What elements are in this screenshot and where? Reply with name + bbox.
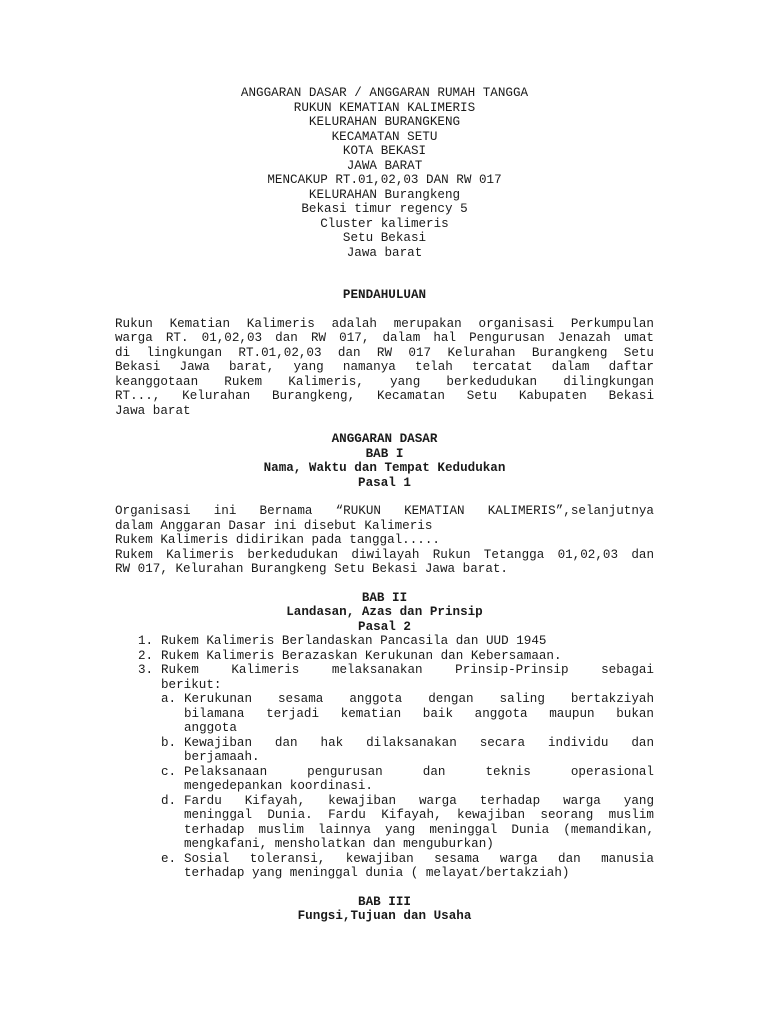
list-text: berikut:	[161, 677, 222, 692]
paragraph-line: warga RT. 01,02,03 dan RW 017, dalam hal Pengurusan Jenazah umat	[115, 331, 654, 345]
sublist-text: anggota	[184, 721, 237, 735]
header-line: MENCAKUP RT.01,02,03 DAN RW 017	[267, 173, 502, 187]
paragraph-line: dalam Anggaran Dasar ini disebut Kalimeris	[115, 518, 433, 533]
sublist-text: meninggal Dunia. Fardu Kifayah, kewajiban seorang muslim	[184, 808, 654, 822]
pasal-2-title: Pasal 2	[358, 619, 411, 634]
bab-3-title: BAB III	[358, 894, 411, 909]
sublist-text: berjamaah.	[184, 750, 260, 764]
anggaran-dasar-heading: ANGGARAN DASAR	[331, 432, 438, 446]
sublist-text: mengedepankan koordinasi.	[184, 779, 373, 793]
list-text: Rukem Kalimeris Berlandaskan Pancasila dan UUD 1945	[161, 634, 547, 648]
header-line: Setu Bekasi	[342, 231, 427, 245]
header-line: Jawa barat	[346, 245, 423, 260]
pendahuluan-heading: PENDAHULUAN	[342, 288, 427, 302]
bab-2-title: BAB II	[361, 590, 408, 605]
paragraph-line: RW 017, Kelurahan Burangkeng Setu Bekasi Jawa barat.	[115, 562, 508, 576]
paragraph-line: Organisasi ini Bernama “RUKUN KEMATIAN KALIMERIS”,selanjutnya	[115, 504, 654, 518]
list-item	[115, 663, 654, 692]
sublist-item	[115, 852, 654, 881]
pasal-1-paragraph	[115, 504, 654, 577]
header-line: KOTA BEKASI	[342, 144, 427, 158]
sublist-item	[115, 736, 654, 765]
sublist-letter: e.	[161, 851, 177, 866]
list-number: 1.	[138, 634, 154, 648]
sublist-letter: a.	[161, 692, 177, 706]
list-item	[115, 634, 654, 649]
sublist-text: Fardu Kifayah, kewajiban warga terhadap warga yang	[184, 793, 654, 808]
sublist-letter: d.	[161, 793, 177, 808]
document-header	[115, 86, 654, 260]
sublist-text: bilamana terjadi kematian baik anggota maupun bukan	[184, 706, 654, 721]
pasal-1-title: Pasal 1	[358, 475, 411, 490]
paragraph-line: Rukem Kalimeris berkedudukan diwilayah Rukun Tetangga 01,02,03 dan	[115, 547, 654, 562]
sublist-text: terhadap muslim lainnya yang meninggal Dunia (memandikan,	[184, 822, 654, 837]
sublist-item	[115, 692, 654, 736]
list-number: 2.	[138, 648, 154, 663]
header-line: Cluster kalimeris	[320, 216, 449, 231]
list-item	[115, 649, 654, 664]
bab-1-title: BAB I	[365, 446, 404, 461]
header-line: KECAMATAN SETU	[331, 129, 438, 144]
sublist-item	[115, 794, 654, 852]
sublist-item	[115, 765, 654, 794]
sublist-text: Pelaksanaan pengurusan dan teknis operasional	[184, 764, 654, 779]
prinsip-sublist	[115, 692, 654, 881]
pasal-2-list	[115, 634, 654, 692]
paragraph-line: Rukem Kalimeris didirikan pada tanggal.....	[115, 533, 440, 547]
pendahuluan-paragraph	[115, 317, 654, 419]
bab-2-subtitle: Landasan, Azas dan Prinsip	[286, 605, 483, 619]
paragraph-line: keanggotaan Rukem Kalimeris, yang berkedudukan dilingkungan	[115, 374, 654, 389]
header-line: KELURAHAN BURANGKENG	[308, 115, 461, 129]
paragraph-line: RT..., Kelurahan Burangkeng, Kecamatan Setu Kabupaten Bekasi	[115, 389, 654, 403]
paragraph-line: Rukun Kematian Kalimeris adalah merupakan organisasi Perkumpulan	[115, 316, 654, 331]
list-text: Rukem Kalimeris melaksanakan Prinsip-Prinsip sebagai	[161, 663, 654, 677]
paragraph-line: Bekasi Jawa barat, yang namanya telah tercatat dalam daftar	[115, 360, 654, 374]
sublist-text: Sosial toleransi, kewajiban sesama warga dan manusia	[184, 851, 654, 866]
bab-3-subtitle: Fungsi,Tujuan dan Usaha	[297, 909, 472, 923]
header-line: ANGGARAN DASAR / ANGGARAN RUMAH TANGGA	[240, 86, 529, 100]
bab-1-subtitle: Nama, Waktu dan Tempat Kedudukan	[263, 461, 506, 475]
sublist-text: Kerukunan sesama anggota dengan saling bertakziyah	[184, 692, 654, 706]
header-line: Bekasi timur regency 5	[301, 202, 468, 216]
header-line: JAWA BARAT	[346, 158, 423, 173]
sublist-text: mengkafani, mensholatkan dan menguburkan)	[184, 837, 494, 851]
paragraph-line: di lingkungan RT.01,02,03 dan RW 017 Kelurahan Burangkeng Setu	[115, 345, 654, 360]
sublist-text: Kewajiban dan hak dilaksanakan secara individu dan	[184, 735, 654, 750]
sublist-text: terhadap yang meninggal dunia ( melayat/bertakziah)	[184, 866, 570, 880]
header-line: RUKUN KEMATIAN KALIMERIS	[293, 100, 476, 115]
list-number: 3.	[138, 663, 154, 677]
list-text: Rukem Kalimeris Berazaskan Kerukunan dan Kebersamaan.	[161, 648, 562, 663]
header-line: KELURAHAN Burangkeng	[308, 187, 461, 202]
paragraph-line: Jawa barat	[115, 403, 191, 418]
sublist-letter: b.	[161, 735, 177, 750]
sublist-letter: c.	[161, 764, 177, 779]
